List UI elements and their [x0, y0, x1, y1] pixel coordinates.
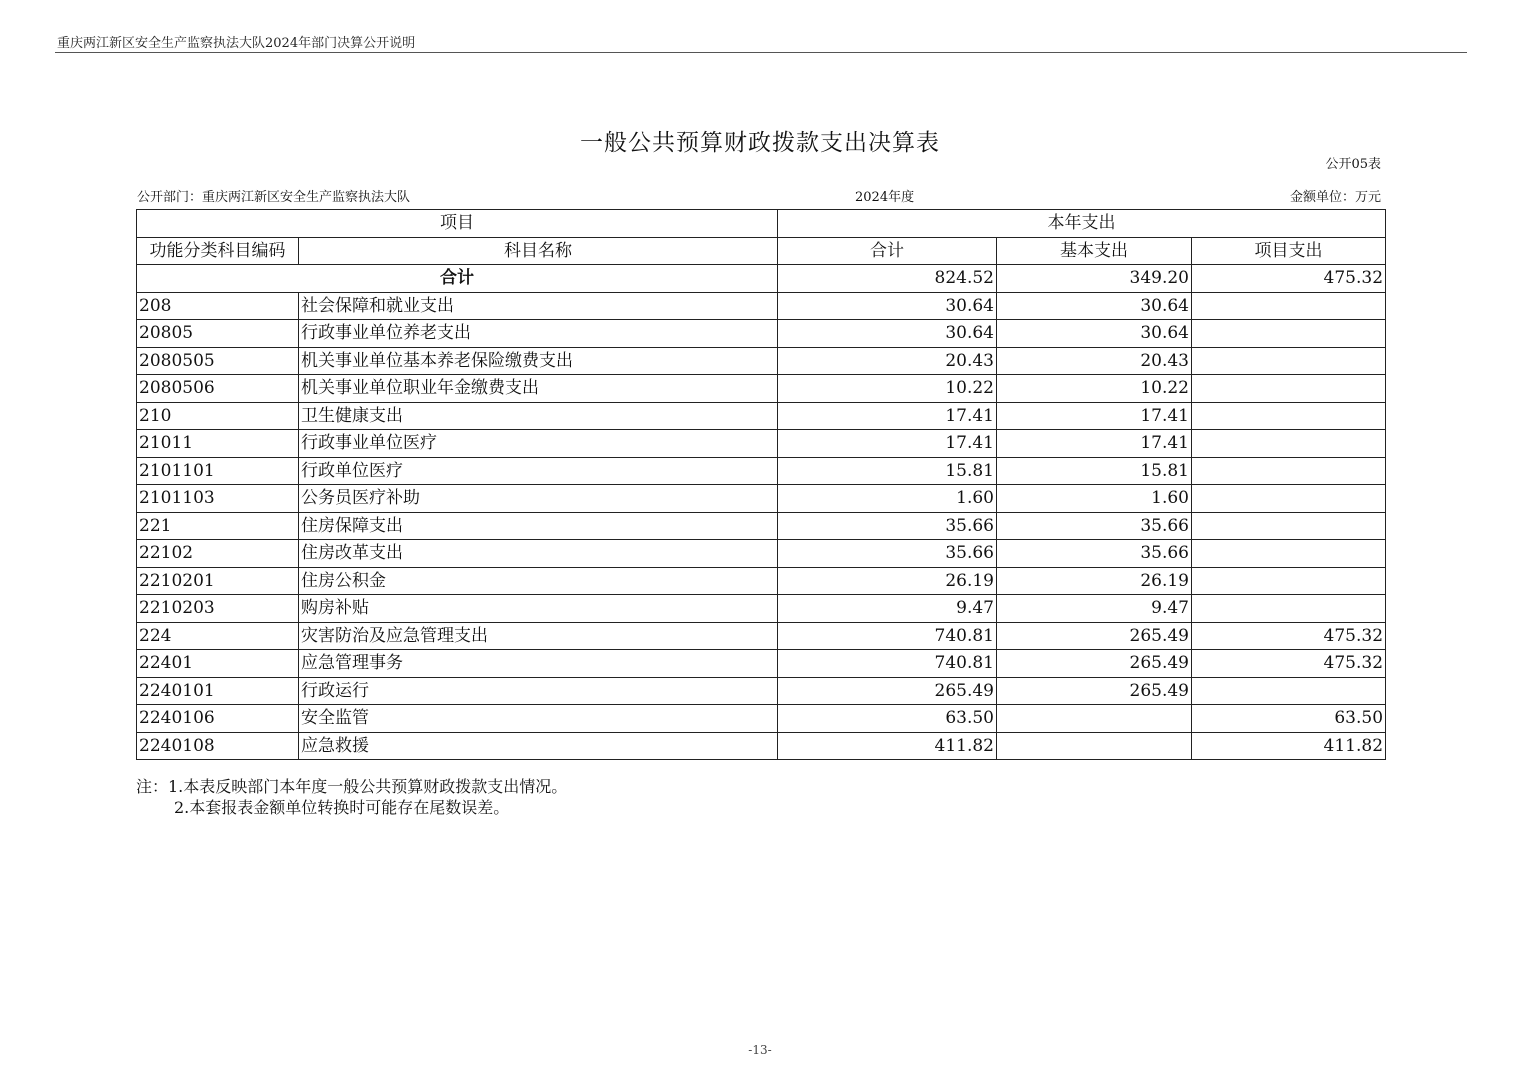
row-name: 应急救援 — [299, 732, 778, 760]
row-project — [1192, 320, 1386, 348]
row-code: 2101103 — [137, 485, 299, 513]
table-row — [137, 540, 1386, 568]
row-project: 475.32 — [1192, 650, 1386, 678]
row-basic: 15.81 — [997, 457, 1192, 485]
row-basic: 26.19 — [997, 567, 1192, 595]
row-project — [1192, 485, 1386, 513]
row-code: 2080505 — [137, 347, 299, 375]
note-1: 注：1.本表反映部门本年度一般公共预算财政拨款支出情况。 — [136, 777, 568, 796]
meta-row — [137, 186, 1381, 204]
row-project: 63.50 — [1192, 705, 1386, 733]
row-total: 30.64 — [778, 292, 997, 320]
row-total: 411.82 — [778, 732, 997, 760]
table-row — [137, 402, 1386, 430]
row-name: 行政事业单位养老支出 — [299, 320, 778, 348]
row-name: 行政运行 — [299, 677, 778, 705]
row-code: 2240106 — [137, 705, 299, 733]
row-name: 机关事业单位基本养老保险缴费支出 — [299, 347, 778, 375]
header-divider — [55, 52, 1467, 53]
col-header-code: 功能分类科目编码 — [137, 237, 299, 265]
row-project: 475.32 — [1192, 622, 1386, 650]
row-total: 15.81 — [778, 457, 997, 485]
header-current-year: 本年支出 — [778, 210, 1386, 238]
row-name: 公务员医疗补助 — [299, 485, 778, 513]
document-title: 一般公共预算财政拨款支出决算表 — [580, 130, 940, 156]
row-total: 740.81 — [778, 622, 997, 650]
row-name: 卫生健康支出 — [299, 402, 778, 430]
row-total: 26.19 — [778, 567, 997, 595]
row-basic: 17.41 — [997, 430, 1192, 458]
table-row — [137, 347, 1386, 375]
row-project — [1192, 402, 1386, 430]
col-header-name: 科目名称 — [299, 237, 778, 265]
table-row — [137, 292, 1386, 320]
total-basic: 349.20 — [997, 265, 1192, 293]
row-basic: 265.49 — [997, 650, 1192, 678]
col-header-project: 项目支出 — [1192, 237, 1386, 265]
table-row — [137, 650, 1386, 678]
row-basic: 9.47 — [997, 595, 1192, 623]
table-row — [137, 375, 1386, 403]
header-row-1 — [137, 210, 1386, 238]
row-basic: 30.64 — [997, 320, 1192, 348]
total-label: 合计 — [137, 265, 778, 293]
total-amount: 824.52 — [778, 265, 997, 293]
table-row — [137, 567, 1386, 595]
row-total: 35.66 — [778, 540, 997, 568]
row-total: 20.43 — [778, 347, 997, 375]
row-project — [1192, 430, 1386, 458]
row-code: 2210203 — [137, 595, 299, 623]
row-name: 社会保障和就业支出 — [299, 292, 778, 320]
row-code: 208 — [137, 292, 299, 320]
row-total: 10.22 — [778, 375, 997, 403]
row-name: 机关事业单位职业年金缴费支出 — [299, 375, 778, 403]
total-row — [137, 265, 1386, 293]
row-basic — [997, 705, 1192, 733]
row-name: 灾害防治及应急管理支出 — [299, 622, 778, 650]
fiscal-year: 2024年度 — [855, 190, 915, 205]
row-total: 1.60 — [778, 485, 997, 513]
row-code: 2240101 — [137, 677, 299, 705]
table-row — [137, 732, 1386, 760]
row-name: 行政事业单位医疗 — [299, 430, 778, 458]
col-header-basic: 基本支出 — [997, 237, 1192, 265]
department-label: 公开部门：重庆两江新区安全生产监察执法大队 — [137, 190, 411, 205]
row-total: 30.64 — [778, 320, 997, 348]
row-name: 住房保障支出 — [299, 512, 778, 540]
row-basic: 265.49 — [997, 677, 1192, 705]
row-name: 购房补贴 — [299, 595, 778, 623]
row-basic: 20.43 — [997, 347, 1192, 375]
row-basic: 35.66 — [997, 512, 1192, 540]
row-total: 17.41 — [778, 430, 997, 458]
notes — [136, 776, 567, 818]
table-row — [137, 485, 1386, 513]
row-name: 行政单位医疗 — [299, 457, 778, 485]
row-name: 安全监管 — [299, 705, 778, 733]
row-name: 住房改革支出 — [299, 540, 778, 568]
row-total: 17.41 — [778, 402, 997, 430]
row-basic: 17.41 — [997, 402, 1192, 430]
header-item: 项目 — [137, 210, 778, 238]
row-name: 应急管理事务 — [299, 650, 778, 678]
table-row — [137, 320, 1386, 348]
row-project — [1192, 457, 1386, 485]
row-project — [1192, 512, 1386, 540]
row-project — [1192, 595, 1386, 623]
expenditure-table — [136, 209, 1386, 760]
form-number: 公开05表 — [1325, 157, 1381, 172]
total-project: 475.32 — [1192, 265, 1386, 293]
table-row — [137, 705, 1386, 733]
table-row — [137, 430, 1386, 458]
row-total: 265.49 — [778, 677, 997, 705]
row-project — [1192, 540, 1386, 568]
row-name: 住房公积金 — [299, 567, 778, 595]
table-row — [137, 595, 1386, 623]
row-code: 221 — [137, 512, 299, 540]
amount-unit: 金额单位：万元 — [1289, 190, 1381, 205]
row-project — [1192, 347, 1386, 375]
row-code: 20805 — [137, 320, 299, 348]
row-total: 35.66 — [778, 512, 997, 540]
col-header-total: 合计 — [778, 237, 997, 265]
table-row — [137, 457, 1386, 485]
row-basic: 35.66 — [997, 540, 1192, 568]
row-project: 411.82 — [1192, 732, 1386, 760]
row-code: 2210201 — [137, 567, 299, 595]
row-total: 9.47 — [778, 595, 997, 623]
row-project — [1192, 567, 1386, 595]
table-row — [137, 512, 1386, 540]
row-code: 22102 — [137, 540, 299, 568]
row-code: 2240108 — [137, 732, 299, 760]
row-code: 21011 — [137, 430, 299, 458]
row-project — [1192, 375, 1386, 403]
row-code: 224 — [137, 622, 299, 650]
row-project — [1192, 677, 1386, 705]
row-code: 210 — [137, 402, 299, 430]
row-total: 63.50 — [778, 705, 997, 733]
page-number: -13- — [748, 1043, 772, 1057]
row-code: 2101101 — [137, 457, 299, 485]
row-code: 2080506 — [137, 375, 299, 403]
row-basic — [997, 732, 1192, 760]
running-header: 重庆两江新区安全生产监察执法大队2024年部门决算公开说明 — [57, 36, 416, 51]
row-total: 740.81 — [778, 650, 997, 678]
row-basic: 265.49 — [997, 622, 1192, 650]
note-2: 2.本套报表金额单位转换时可能存在尾数误差。 — [174, 798, 510, 817]
table-row — [137, 622, 1386, 650]
row-project — [1192, 292, 1386, 320]
row-basic: 30.64 — [997, 292, 1192, 320]
row-basic: 10.22 — [997, 375, 1192, 403]
row-code: 22401 — [137, 650, 299, 678]
header-row-2 — [137, 237, 1386, 265]
row-basic: 1.60 — [997, 485, 1192, 513]
table-row — [137, 677, 1386, 705]
